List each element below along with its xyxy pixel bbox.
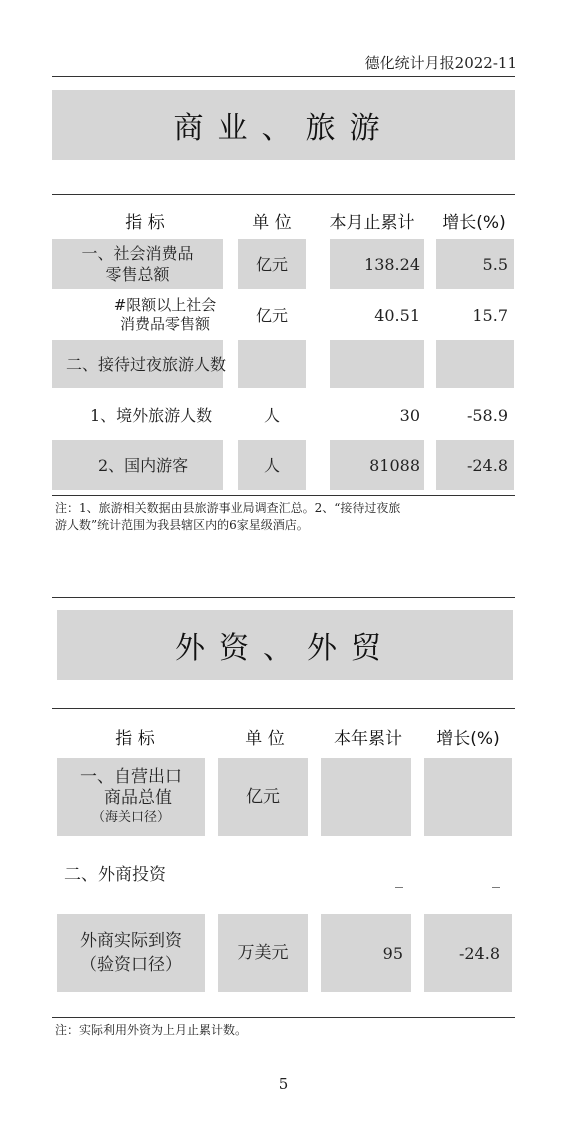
table2-note: 注：实际利用外资为上月止累计数。 — [55, 1023, 248, 1037]
table1-row5-indicator: 2、国内游客 — [52, 440, 223, 490]
table1-row2-value: 40.51 — [374, 305, 420, 325]
indicator-line: （验资口径） — [80, 955, 182, 975]
table2-col-unit: 单 位 — [245, 729, 285, 749]
table2-col-indicator: 指 标 — [115, 729, 155, 749]
table2-row3-value: 95 — [321, 914, 411, 992]
table1-row5-growth: -24.8 — [436, 440, 514, 490]
table1-row2-indicator — [90, 293, 240, 337]
table2-bottom-rule — [52, 1017, 515, 1018]
table1-row4-unit: 人 — [263, 405, 280, 425]
table2-row1-value — [321, 758, 411, 836]
table2-col-value: 本年累计 — [334, 729, 402, 749]
table1-col-growth: 增长(%) — [442, 213, 506, 233]
table1-row1-growth: 5.5 — [436, 239, 514, 289]
table1-row1-unit: 亿元 — [238, 239, 306, 289]
page-number: 5 — [278, 1075, 289, 1093]
header-rule — [52, 76, 515, 77]
table2-col-growth: 增长(%) — [436, 729, 500, 749]
indicator-line: （海关口径） — [91, 810, 170, 825]
indicator-line: 消费品零售额 — [119, 315, 210, 333]
note-line: 游人数”统计范围为我县辖区内的6家星级酒店。 — [55, 518, 309, 532]
table2-row1-indicator — [57, 758, 205, 836]
table1-row3-indicator: 二、接待过夜旅游人数 — [52, 340, 223, 388]
table1-row5-value: 81088 — [330, 440, 424, 490]
indicator-line: 一、自营出口 — [80, 767, 182, 787]
table2-row3-growth: -24.8 — [424, 914, 512, 992]
table1-row1-indicator — [52, 239, 223, 289]
note-line: 注：1、旅游相关数据由县旅游事业局调查汇总。2、“接待过夜旅 — [55, 501, 401, 515]
table2-row2-indicator: 二、外商投资 — [64, 864, 166, 885]
report-title: 德化统计月报2022-11 — [364, 54, 517, 72]
table2-row2-value: _ — [395, 868, 403, 888]
table1-col-indicator: 指 标 — [125, 213, 165, 233]
table2-row3-unit: 万美元 — [218, 914, 308, 992]
table1-note — [55, 500, 515, 534]
table1-row2-unit: 亿元 — [255, 305, 288, 325]
table1-row4-value: 30 — [399, 405, 420, 425]
table1-row4-growth: -58.9 — [466, 405, 508, 425]
table1-row3-unit — [238, 340, 306, 388]
table1-col-unit: 单 位 — [252, 213, 292, 233]
table1-row5-unit: 人 — [238, 440, 306, 490]
table1-top-rule — [52, 194, 515, 195]
indicator-line: #限额以上社会 — [113, 296, 217, 314]
table2-row1-growth — [424, 758, 512, 836]
table1-row2-growth: 15.7 — [472, 305, 508, 325]
section-title-foreign-investment-trade: 外资、外贸 — [57, 610, 513, 680]
section-title-commerce-tourism: 商业、旅游 — [52, 90, 515, 160]
table2-top-rule — [52, 708, 515, 709]
table1-row1-value: 138.24 — [330, 239, 424, 289]
table2-row3-indicator — [57, 914, 205, 992]
indicator-line: 外商实际到资 — [80, 931, 182, 951]
table2-row2-growth: _ — [492, 868, 500, 888]
indicator-line: 一、社会消费品 — [81, 244, 194, 263]
indicator-line: 商品总值 — [104, 788, 172, 808]
indicator-line: 零售总额 — [105, 265, 170, 284]
table1-row4-indicator: 1、境外旅游人数 — [90, 405, 213, 425]
table1-bottom-rule — [52, 495, 515, 496]
table1-col-value: 本月止累计 — [329, 213, 415, 233]
table1-row3-value — [330, 340, 424, 388]
section2-top-rule — [52, 597, 515, 598]
table1-row3-growth — [436, 340, 514, 388]
table2-row1-unit: 亿元 — [218, 758, 308, 836]
